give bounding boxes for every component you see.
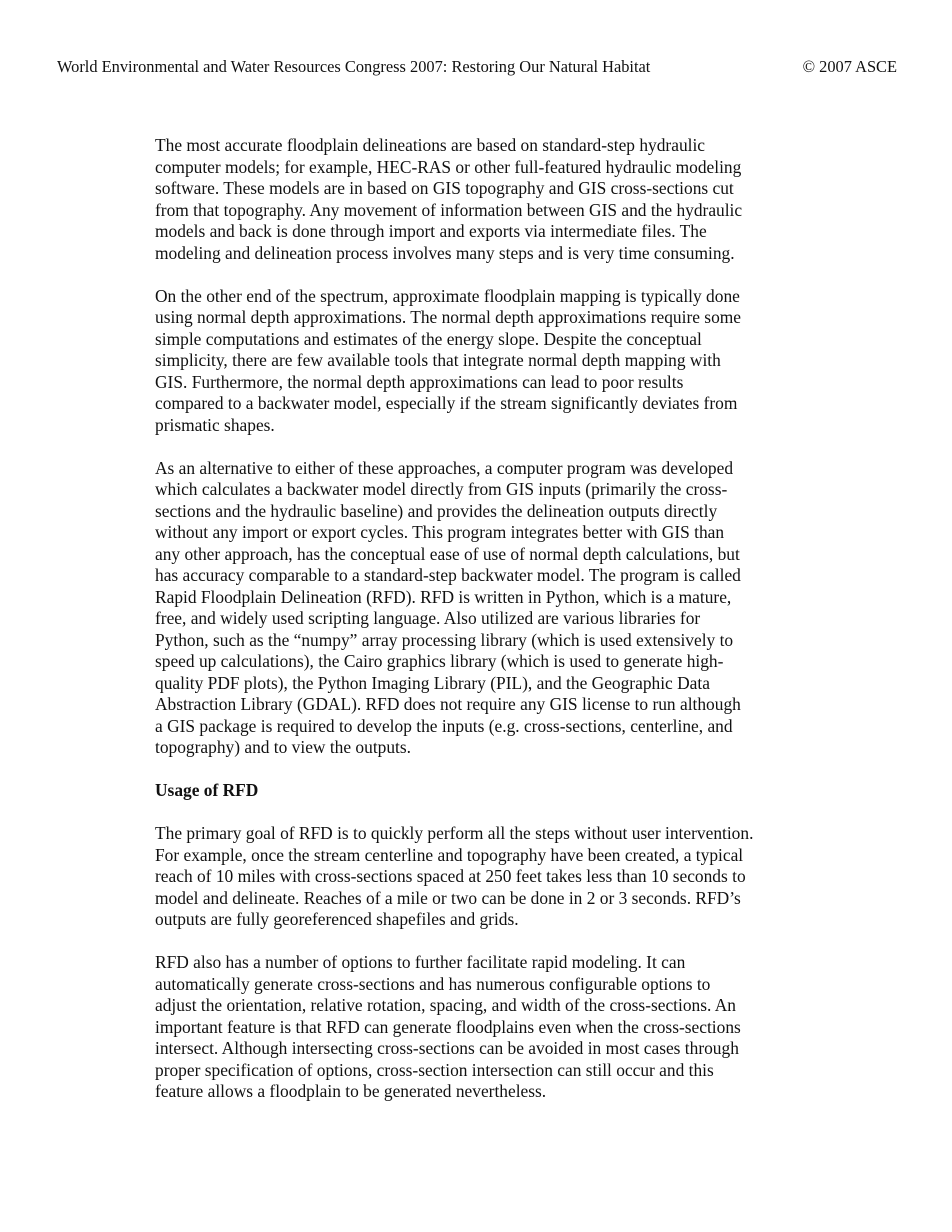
text-line: reach of 10 miles with cross-sections spaced at 250 feet takes less than 10 seconds to: [155, 866, 746, 886]
paragraph-rfd-program: [155, 458, 805, 759]
text-line: The most accurate floodplain delineations are based on standard-step hydraulic: [155, 135, 706, 155]
text-line: adjust the orientation, relative rotation, spacing, and width of the cross-sections. An: [155, 995, 736, 1015]
text-line: outputs are fully georeferenced shapefiles and grids.: [155, 909, 519, 929]
text-line: quality PDF plots), the Python Imaging Library (PIL), and the Geographic Data: [155, 672, 710, 693]
text-line: any other approach, has the conceptual ease of use of normal depth calculations, but: [155, 543, 740, 564]
paragraph-primary-goal: [155, 823, 805, 931]
text-line: model and delineate. Reaches of a mile or two can be done in 2 or 3 seconds. RFD’s: [155, 887, 741, 908]
text-line: using normal depth approximations. The normal depth approximations require some: [155, 307, 742, 327]
paragraph-standard-step-models: [155, 135, 805, 264]
text-line: The primary goal of RFD is to quickly perform all the steps without user intervention.: [155, 823, 754, 843]
text-line: has accuracy comparable to a standard-step backwater model. The program is called: [155, 565, 741, 585]
running-header: [57, 57, 897, 77]
text-line: Rapid Floodplain Delineation (RFD). RFD is written in Python, which is a mature,: [155, 586, 732, 607]
text-line: from that topography. Any movement of information between GIS and the hydraulic: [155, 199, 743, 220]
paragraph-normal-depth: [155, 286, 805, 437]
text-line: As an alternative to either of these approaches, a computer program was developed: [155, 457, 734, 478]
text-line: For example, once the stream centerline and topography have been created, a typical: [155, 844, 744, 865]
text-line: Python, such as the “numpy” array processing library (which is used extensively to: [155, 629, 734, 650]
text-line: speed up calculations), the Cairo graphics library (which is used to generate high-: [155, 651, 724, 671]
conference-title: World Environmental and Water Resources Congress 2007: Restoring Our Natural Habitat: [57, 57, 651, 76]
text-line: simple computations and estimates of the energy slope. Despite the conceptual: [155, 328, 702, 349]
text-line: On the other end of the spectrum, approximate floodplain mapping is typically done: [155, 285, 740, 306]
text-line: models and back is done through import and exports via intermediate files. The: [155, 221, 707, 241]
text-line: sections and the hydraulic baseline) and provides the delineation outputs directly: [155, 500, 718, 521]
text-line: modeling and delineation process involves many steps and is very time consuming.: [155, 242, 735, 263]
text-line: automatically generate cross-sections and has numerous configurable options to: [155, 973, 711, 994]
text-line: prismatic shapes.: [155, 414, 275, 435]
text-line: software. These models are in based on GIS topography and GIS cross-sections cut: [155, 178, 734, 198]
section-heading: Usage of RFD: [155, 780, 259, 800]
copyright-notice: © 2007 ASCE: [802, 57, 897, 76]
text-line: topography) and to view the outputs.: [155, 737, 411, 757]
text-line: Abstraction Library (GDAL). RFD does not require any GIS license to run although: [155, 694, 741, 714]
text-line: without any import or export cycles. This program integrates better with GIS than: [155, 522, 725, 542]
text-line: simplicity, there are few available tools that integrate normal depth mapping with: [155, 350, 721, 370]
text-line: which calculates a backwater model directly from GIS inputs (primarily the cross-: [155, 479, 728, 499]
text-line: free, and widely used scripting language. Also utilized are various libraries for: [155, 608, 701, 628]
text-line: RFD also has a number of options to further facilitate rapid modeling. It can: [155, 952, 686, 972]
text-line: important feature is that RFD can generate floodplains even when the cross-sections: [155, 1016, 741, 1037]
article-body: [155, 135, 805, 1124]
text-line: computer models; for example, HEC-RAS or other full-featured hydraulic modeling: [155, 156, 742, 177]
text-line: intersect. Although intersecting cross-sections can be avoided in most cases through: [155, 1038, 739, 1058]
paragraph-rfd-options: [155, 952, 805, 1103]
text-line: proper specification of options, cross-section intersection can still occur and this: [155, 1059, 714, 1080]
text-line: a GIS package is required to develop the inputs (e.g. cross-sections, centerline, and: [155, 715, 733, 736]
text-line: GIS. Furthermore, the normal depth approximations can lead to poor results: [155, 371, 684, 392]
text-line: feature allows a floodplain to be generated nevertheless.: [155, 1081, 547, 1101]
text-line: compared to a backwater model, especially if the stream significantly deviates from: [155, 393, 738, 413]
